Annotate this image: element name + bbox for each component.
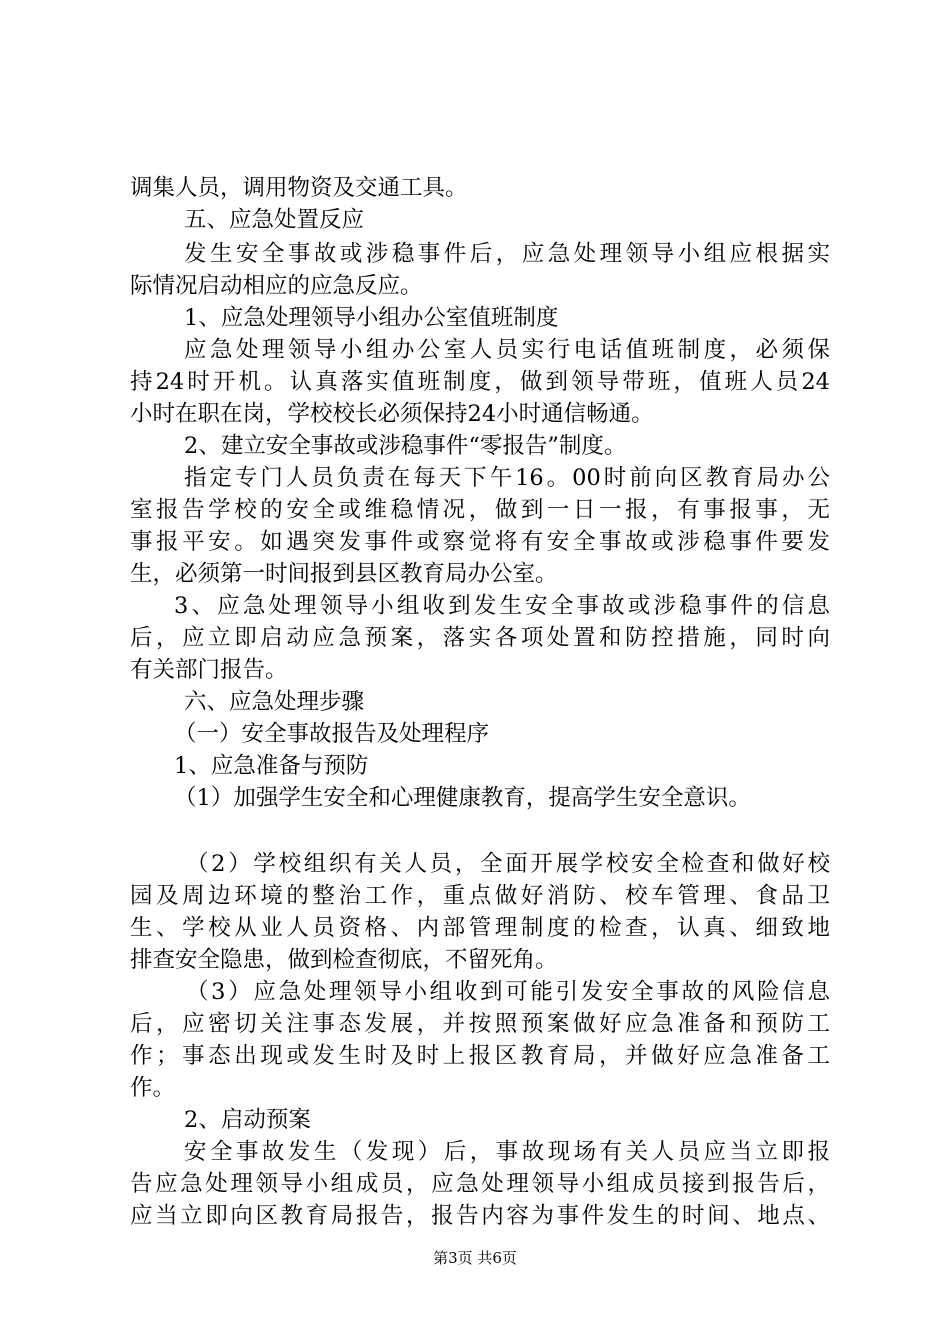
body-text-line: 生，必须第一时间报到县区教育局办公室。 xyxy=(130,561,558,587)
body-text-line: 事报平安。如遇突发事件或察觉将有安全事故或涉稳事件要发 xyxy=(130,529,830,555)
body-text-line: 作；事态出现或发生时及时上报区教育局，并做好应急准备工 xyxy=(130,1043,830,1069)
subsection-heading: 1、应急处理领导小组办公室值班制度 xyxy=(184,305,559,331)
body-text-line: 际情况启动相应的应急反应。 xyxy=(130,273,423,299)
body-text-line: 应当立即向区教育局报告，报告内容为事件发生的时间、地点、 xyxy=(130,1203,830,1229)
subsection-heading: 2、建立安全事故或涉稳事件“零报告”制度。 xyxy=(184,433,627,459)
body-text-line: 室报告学校的安全或维稳情况，做到一日一报，有事报事，无 xyxy=(130,497,830,523)
body-text-line: 小时在职在岗，学校校长必须保持24小时通信畅通。 xyxy=(130,401,654,427)
body-text-line: 调集人员，调用物资及交通工具。 xyxy=(130,175,468,201)
body-text-line: 后，应密切关注事态发展，并按照预案做好应急准备和预防工 xyxy=(130,1011,830,1037)
body-text-line: 告应急处理领导小组成员，应急处理领导小组成员接到报告后， xyxy=(130,1171,830,1197)
section-heading: 五、应急处置反应 xyxy=(184,207,365,233)
subsection-heading: 2、启动预案 xyxy=(184,1107,311,1133)
page-number-footer: 第3页 共6页 xyxy=(433,1249,517,1267)
body-text-line: 发生安全事故或涉稳事件后，应急处理领导小组应根据实 xyxy=(184,241,830,267)
body-text-line: 生、学校从业人员资格、内部管理制度的检查，认真、细致地 xyxy=(130,915,830,941)
body-text-line: 后，应立即启动应急预案，落实各项处置和防控措施，同时向 xyxy=(130,625,830,651)
body-text-line: 安全事故发生（发现）后，事故现场有关人员应当立即报 xyxy=(184,1139,830,1165)
body-text-line: 有关部门报告。 xyxy=(130,657,288,683)
body-text-line: （2）学校组织有关人员，全面开展学校安全检查和做好校 xyxy=(186,851,830,877)
section-heading: 六、应急处理步骤 xyxy=(184,689,365,715)
body-text-line: （3）应急处理领导小组收到可能引发安全事故的风险信息 xyxy=(186,979,830,1005)
subsection-heading: （一）安全事故报告及处理程序 xyxy=(174,721,490,747)
body-text-line: 作。 xyxy=(130,1075,176,1101)
body-text-line: 持24时开机。认真落实值班制度，做到领导带班，值班人员24 xyxy=(130,369,830,395)
body-text-line: 应急处理领导小组办公室人员实行电话值班制度，必须保 xyxy=(184,337,830,363)
body-text-line: 3、应急处理领导小组收到发生安全事故或涉稳事件的信息 xyxy=(174,593,830,619)
body-text-line: （1）加强学生安全和心理健康教育，提高学生安全意识。 xyxy=(174,785,751,811)
body-text-line: 排查安全隐患，做到检查彻底，不留死角。 xyxy=(130,947,558,973)
body-text-line: 指定专门人员负责在每天下午16。00时前向区教育局办公 xyxy=(184,465,830,491)
subsection-heading: 1、应急准备与预防 xyxy=(174,753,369,779)
body-text-line: 园及周边环境的整治工作，重点做好消防、校车管理、食品卫 xyxy=(130,883,830,909)
